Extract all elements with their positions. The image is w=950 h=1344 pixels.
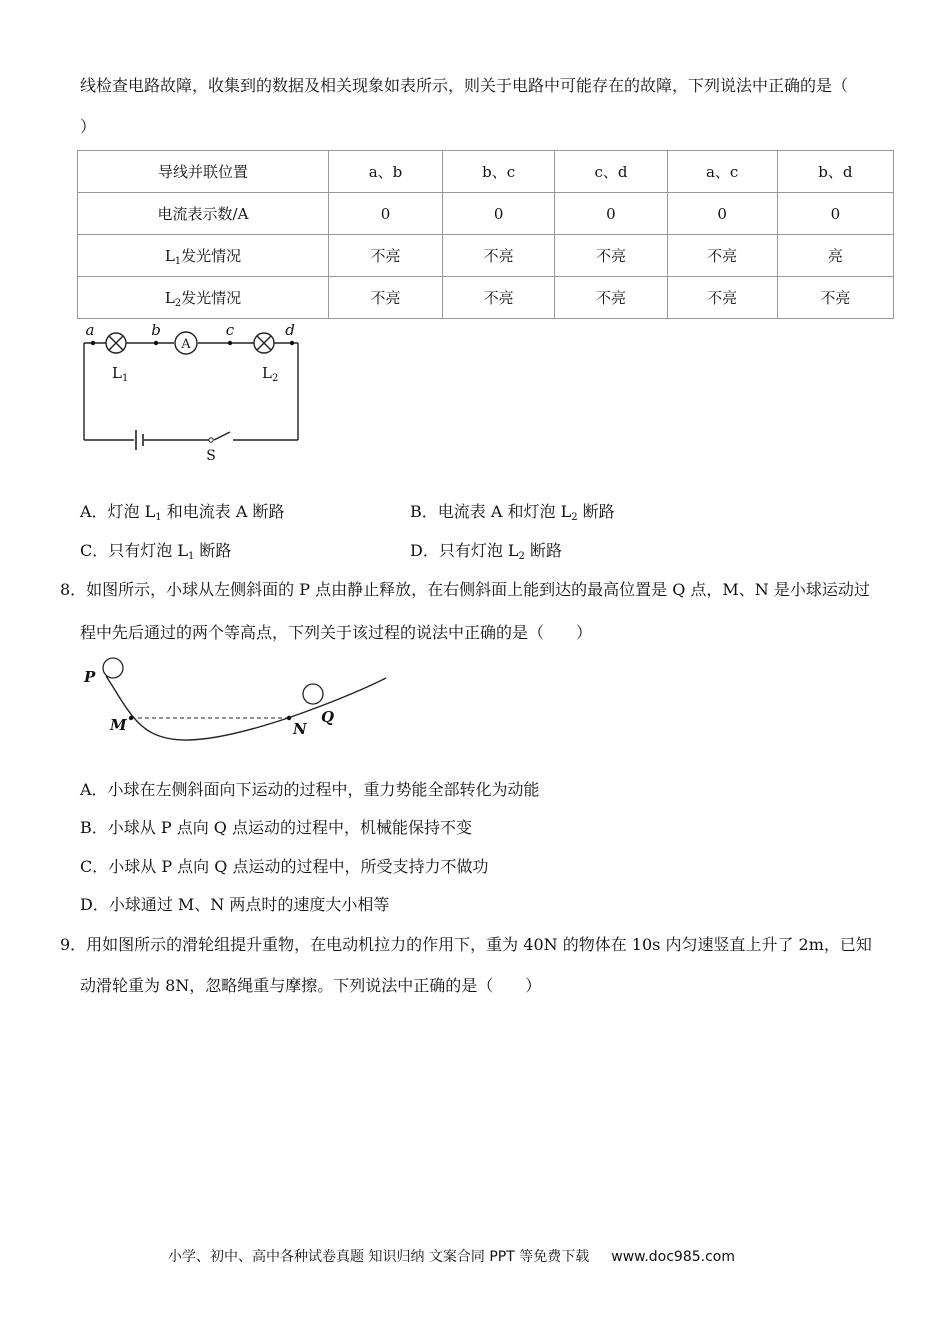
table-cell: 不亮 [329,277,443,319]
switch-icon [209,438,213,442]
label-n: N [293,720,307,738]
q9-line1: 9．用如图所示的滑轮组提升重物，在电动机拉力的作用下，重为 40N 的物体在 10s 内匀速竖直上升了 2m，已知 [60,935,872,954]
q7-option-d: D．只有灯泡 $L_2$ 断路 [410,541,563,562]
lamp-l2-icon [254,333,274,353]
table-cell: 0 [555,193,667,235]
table-cell: 不亮 [555,277,667,319]
ball-p-icon [103,658,123,678]
page-footer [168,1246,735,1266]
node-c-dot [228,341,232,345]
q7-intro-line1: 线检查电路故障，收集到的数据及相关现象如表所示，则关于电路中可能存在的故障，下列说法中正确的是（ [80,76,849,95]
footer-text: 小学、初中、高中各种试卷真题 知识归纳 文案合同 PPT 等免费下载 [168,1249,590,1265]
q7-option-b: B．电流表 A 和灯泡 $L_2$ 断路 [410,502,615,523]
table-cell: a、b [329,151,443,193]
table-row-label: 电流表示数/A [78,193,329,235]
table-cell: c、d [555,151,667,193]
table-cell: 不亮 [667,277,777,319]
ball-q-icon [303,684,323,704]
table-cell: 不亮 [777,277,893,319]
q7-intro-line2: ） [80,117,97,136]
table-cell: 0 [667,193,777,235]
node-d-dot [290,341,294,345]
table-cell: 不亮 [443,235,555,277]
node-b-dot [154,341,158,345]
lamp-l1-icon [106,333,126,353]
table-cell: b、d [777,151,893,193]
table-cell: 0 [329,193,443,235]
node-b-label: b [151,321,161,339]
node-c-label: c [225,321,235,339]
table-header-label: 导线并联位置 [78,151,329,193]
table-cell: 不亮 [443,277,555,319]
label-q: Q [321,708,335,726]
q8-option-a: A．小球在左侧斜面向下运动的过程中，重力势能全部转化为动能 [80,780,540,799]
ammeter-label: A [181,337,191,352]
table-cell: 0 [443,193,555,235]
node-a-dot [91,341,95,345]
q7-option-a: A．灯泡 $L_1$ 和电流表 A 断路 [80,502,285,523]
table-row [78,277,894,319]
circuit-diagram [76,320,311,470]
label-p: P [84,668,96,686]
q8-option-c: C．小球从 P 点向 Q 点运动的过程中，所受支持力不做功 [80,857,489,876]
table-cell: 不亮 [555,235,667,277]
lamp-l2-label: $L_2$ [262,364,279,384]
switch-label: S [206,448,216,464]
q8-line1: 8．如图所示，小球从左侧斜面的 P 点由静止释放，在右侧斜面上能到达的最高位置是 Q 点，M、N 是小球运动过 [60,580,870,599]
fault-table [77,150,894,319]
node-d-label: d [285,321,295,339]
table-row-label: $L_2$发光情况 [78,277,329,319]
table-cell: a、c [667,151,777,193]
table-row [78,151,894,193]
node-a-label: a [85,321,95,339]
point-m-dot [129,716,133,720]
table-row [78,235,894,277]
battery-icon [136,430,143,450]
table-cell: 亮 [777,235,893,277]
table-cell: b、c [443,151,555,193]
track-curve [106,676,386,740]
q8-line2: 程中先后通过的两个等高点，下列关于该过程的说法中正确的是（ ） [80,623,593,642]
track-diagram [78,652,390,744]
q9-line2: 动滑轮重为 8N，忽略绳重与摩擦。下列说法中正确的是（ ） [80,976,542,995]
table-cell: 不亮 [329,235,443,277]
table-row-label: $L_1$发光情况 [78,235,329,277]
lamp-l1-label: $L_1$ [112,364,129,384]
label-m: M [110,716,127,734]
table-cell: 0 [777,193,893,235]
q8-option-d: D．小球通过 M、N 两点时的速度大小相等 [80,895,390,914]
table-cell: 不亮 [667,235,777,277]
footer-site-link[interactable]: www.doc985.com [611,1249,735,1265]
table-row [78,193,894,235]
q7-option-c: C．只有灯泡 $L_1$ 断路 [80,541,232,562]
q8-option-b: B．小球从 P 点向 Q 点运动的过程中，机械能保持不变 [80,818,472,837]
point-n-dot [287,716,291,720]
